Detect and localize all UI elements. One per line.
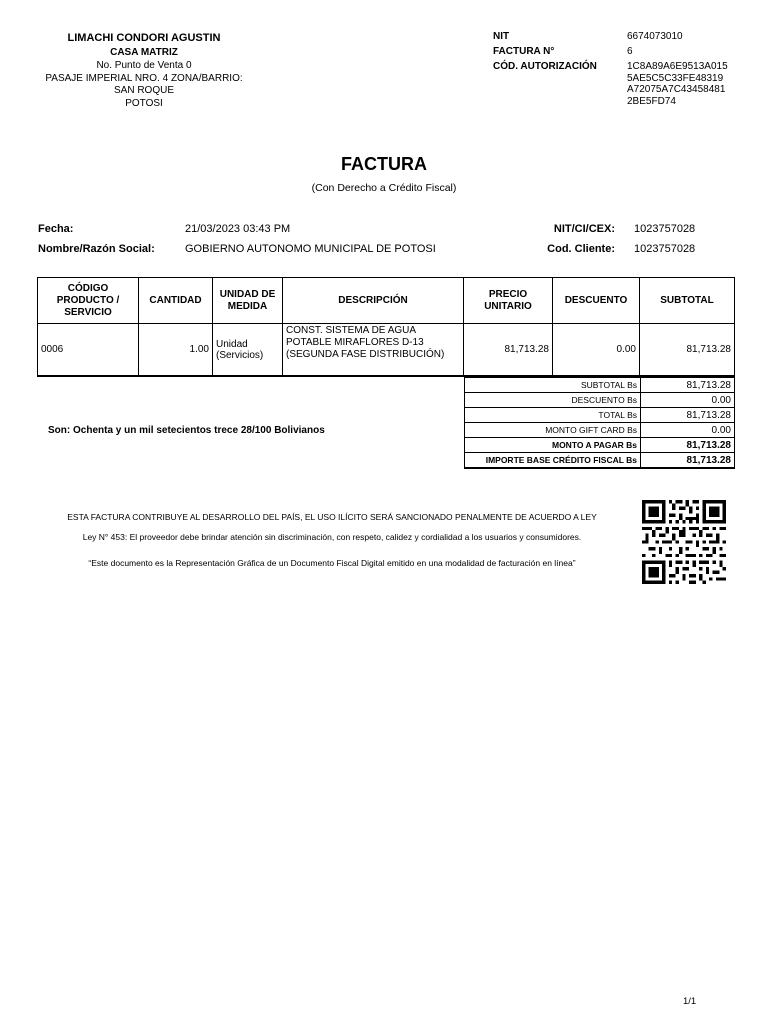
header-subtotal [640,278,735,324]
factura-number-label: FACTURA N° [493,46,555,57]
header-text: MEDIDA [227,300,268,312]
header-descripcion [283,278,464,324]
totals-label: SUBTOTAL Bs [465,378,641,393]
header-text: UNIDAD DE [219,288,276,300]
header-text: CÓDIGO [67,282,109,294]
cell-subtotal: 81,713.28 [640,324,735,377]
totals-value: 81,713.28 [641,408,735,423]
cell-text: POTABLE MIRAFLORES D-13 [286,337,424,348]
issuer-address-line1: PASAJE IMPERIAL NRO. 4 ZONA/BARRIO: [45,72,243,84]
customer-nit-label: NIT/CI/CEX: [553,223,615,235]
factura-number-value: 6 [627,46,633,57]
totals-row [465,453,735,469]
issuer-block [38,31,250,110]
date-label: Fecha: [38,223,74,235]
nit-value: 6674073010 [627,31,683,42]
totals-row [465,408,735,423]
cell-codigo: 0006 [38,324,139,377]
table-header-row [38,278,735,324]
authorization-code-label: CÓD. AUTORIZACIÓN [493,61,597,72]
cell-precio: 81,713.28 [464,324,553,377]
header-precio [464,278,553,324]
customer-name-value: GOBIERNO AUTONOMO MUNICIPAL DE POTOSI [185,243,436,255]
date-value: 21/03/2023 03:43 PM [185,223,291,235]
legal-note: ESTA FACTURA CONTRIBUYE AL DESARROLLO DEL PAÍS, EL USO ILÍCITO SERÁ SANCIONADO PENALMENTE DE ACUERDO A LEY [67,512,597,522]
totals-label: MONTO A PAGAR Bs [465,438,641,453]
header-cantidad [139,278,213,324]
issuer-address-line3: POTOSI [125,97,163,109]
totals-label: DESCUENTO Bs [465,393,641,408]
customer-code-label: Cod. Cliente: [547,243,615,255]
consumer-law-note: Ley N° 453: El proveedor debe brindar atención sin discriminación, con respeto, calidez y cordialidad a los usuarios y consumidores. [82,532,582,542]
invoice-ids [493,31,743,109]
customer-name-label: Nombre/Razón Social: [38,243,155,255]
customer-code-value: 1023757028 [634,243,696,255]
document-title: FACTURA [341,154,427,174]
qr-code-icon [642,500,726,584]
authorization-code-value [627,61,737,107]
authorization-code-line: 1C8A89A6E9513A015 [627,61,728,72]
cell-text: CONST. SISTEMA DE AGUA [286,325,417,336]
totals-value: 0.00 [641,393,735,408]
cell-descuento: 0.00 [553,324,640,377]
issuer-name: LIMACHI CONDORI AGUSTIN [67,32,221,44]
totals-label: MONTO GIFT CARD Bs [465,423,641,438]
totals-value: 81,713.28 [641,378,735,393]
table-row [38,324,735,377]
cell-text: Unidad [216,338,248,350]
totals-label: IMPORTE BASE CRÉDITO FISCAL Bs [465,453,641,469]
totals-row [465,423,735,438]
header-text: PRECIO [488,288,528,300]
totals-row [465,438,735,453]
cell-descripcion [283,324,464,377]
header-text: SERVICIO [64,306,112,318]
header-text: PRODUCTO / [56,294,120,306]
cell-unidad [213,324,283,377]
totals-value: 0.00 [641,423,735,438]
page-number: 1/1 [683,996,697,1007]
totals-value: 81,713.28 [641,438,735,453]
totals-table [464,377,735,469]
cell-text: (Servicios) [216,349,264,361]
issuer-branch: CASA MATRIZ [110,47,178,58]
header-text: UNITARIO [484,300,532,312]
header-text: SUBTOTAL [660,294,714,306]
header-text: CANTIDAD [149,294,202,306]
header-text: DESCUENTO [564,294,628,306]
issuer-pos: No. Punto de Venta 0 [96,60,192,71]
digital-document-note: “Este documento es la Representación Gráfica de un Documento Fiscal Digital emitido en una modalidad de facturación en línea” [88,558,576,568]
totals-label: TOTAL Bs [465,408,641,423]
cell-cantidad: 1.00 [139,324,213,377]
cell-text: (SEGUNDA FASE DISTRIBUCIÓN) [286,349,445,360]
nit-label: NIT [493,31,510,42]
totals-row [465,393,735,408]
header-descuento [553,278,640,324]
amount-in-words: Son: Ochenta y un mil setecientos trece 28/100 Bolivianos [48,425,325,436]
header-text: DESCRIPCIÓN [338,294,408,306]
totals-value: 81,713.28 [641,453,735,469]
issuer-address-line2: SAN ROQUE [113,85,174,96]
items-table [37,277,735,377]
header-unidad [213,278,283,324]
authorization-code-line: A72075A7C43458481 [627,84,726,95]
authorization-code-line: 5AE5C5C33FE48319 [627,72,724,84]
header-codigo [38,278,139,324]
document-subtitle: (Con Derecho a Crédito Fiscal) [311,182,457,194]
authorization-code-line: 2BE5FD74 [627,95,676,107]
totals-row [465,378,735,393]
customer-nit-value: 1023757028 [634,223,696,235]
